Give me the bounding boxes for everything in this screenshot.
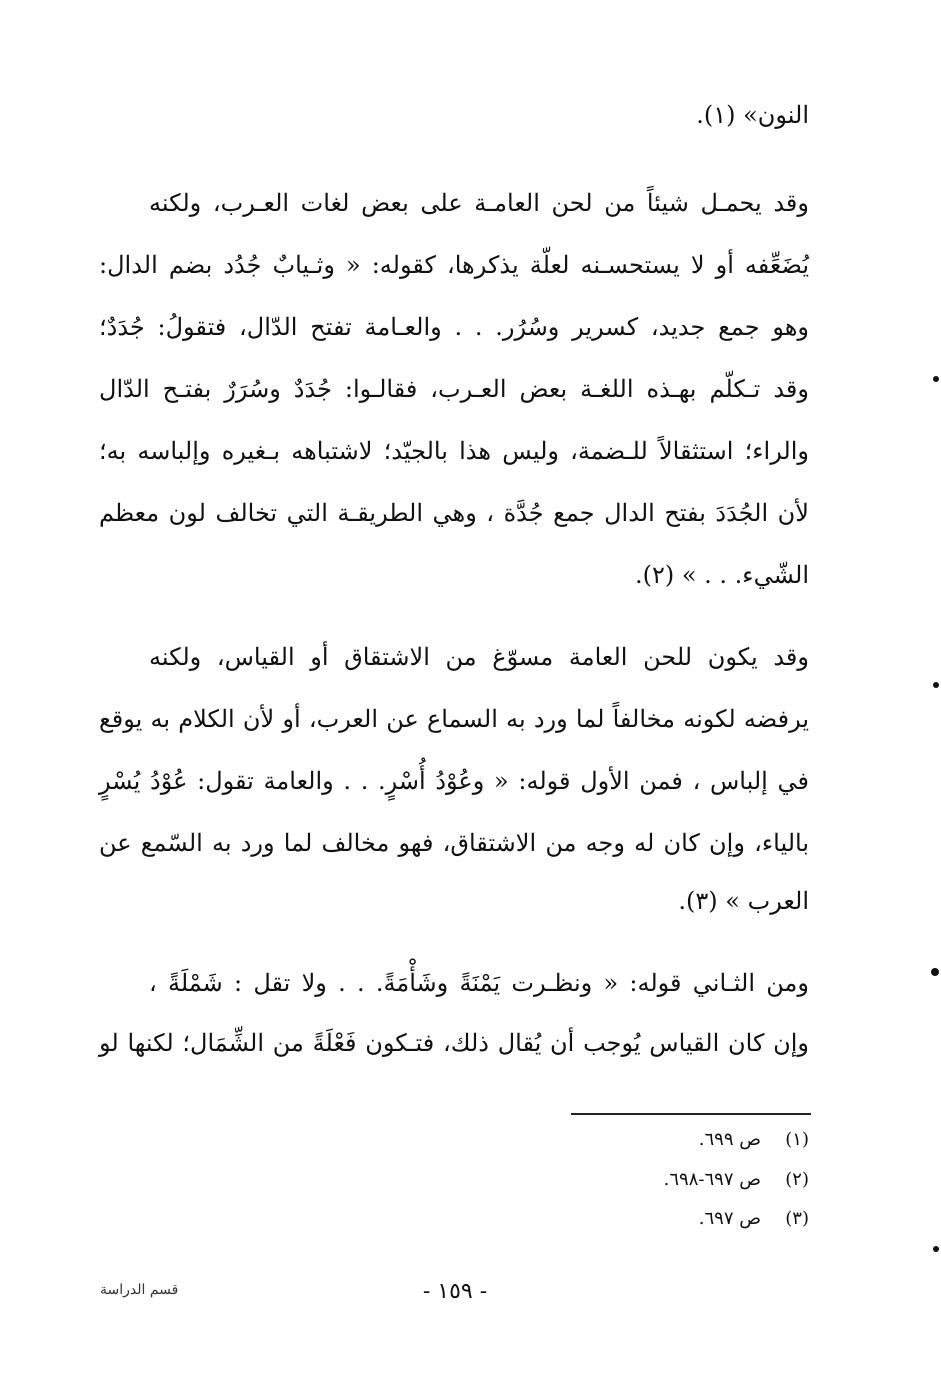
footnote-item	[509, 1207, 809, 1231]
body-line: يرفضه لكونه مخالفاً لما ورد به السماع عن العرب، أو لأن الكلام به يوقع	[99, 705, 809, 733]
body-line: العرب » (٣).	[678, 887, 809, 915]
footnote-text: ص ٦٩٧.	[698, 1208, 761, 1229]
body-line: الشّيء. . . » (٢).	[634, 561, 809, 589]
body-line: النون» (١).	[696, 101, 809, 129]
body-line: وقد تـكلّم بهـذه اللغـة بعض العـرب، فقالـوا: جُدَدٌ وسُرَرٌ بفتـح الدّال	[99, 375, 809, 403]
body-line: وقد يكون للحن العامة مسوّغ من الاشتقاق أو القياس، ولكنه	[149, 643, 809, 671]
scan-speck	[933, 376, 939, 382]
body-line: بالياء، وإن كان له وجه من الاشتقاق، فهو مخالف لما ورد به السّمع عن	[99, 829, 809, 857]
footnote-number: (٣)	[785, 1208, 809, 1229]
scan-speck	[933, 682, 939, 688]
scan-speck	[931, 968, 939, 976]
body-line: ومن الثـاني قوله: « ونظـرت يَمْنَةً وشَأْمَةً. . . ولا تقل : شَمْلَةً ،	[149, 969, 809, 997]
scan-speck	[933, 1246, 939, 1252]
footnote-number: (١)	[785, 1129, 809, 1150]
body-line: وقد يحمـل شيئاً من لحن العامـة على بعض لغات العـرب، ولكنه	[149, 189, 809, 217]
body-line: لأن الجُدَدَ بفتح الدال جمع جُدَّة ، وهي الطريقـة التي تخالف لون معظم	[99, 499, 809, 527]
footnote-separator	[571, 1113, 811, 1115]
page-number: - ١٥٩ -	[422, 1279, 488, 1304]
body-line: وإن كان القياس يُوجب أن يُقال ذلك، فتـكون فَعْلَةً من الشِّمَال؛ لكنها لو	[99, 1029, 809, 1057]
body-line: يُضَعِّفه أو لا يستحسـنه لعلّة يذكرها، كقوله: « وثـيابٌ جُدُد بضم الدال:	[99, 251, 809, 279]
footnote-text: ص ٦٩٧-٦٩٨.	[663, 1169, 761, 1190]
footnote-item	[509, 1168, 809, 1192]
section-label: قسم الدراسة	[100, 1282, 179, 1298]
body-line: والراء؛ استثقالاً للـضمة، وليس هذا بالجيّد؛ لاشتباهه بـغيره وإلباسه به؛	[99, 437, 809, 465]
body-line: في إلباس ، فمن الأول قوله: « وعُوْدُ أُسْرٍ. . . والعامة تقول: عُوْدُ يُسْرٍ	[99, 767, 809, 795]
footnote-text: ص ٦٩٩.	[698, 1129, 761, 1150]
footnote-item	[509, 1128, 809, 1152]
body-line: وهو جمع جديد، كسرير وسُرُر. . . والعـامة تفتح الدّال، فتقولُ: جُدَدٌ؛	[99, 313, 809, 341]
footnote-number: (٢)	[785, 1169, 809, 1190]
